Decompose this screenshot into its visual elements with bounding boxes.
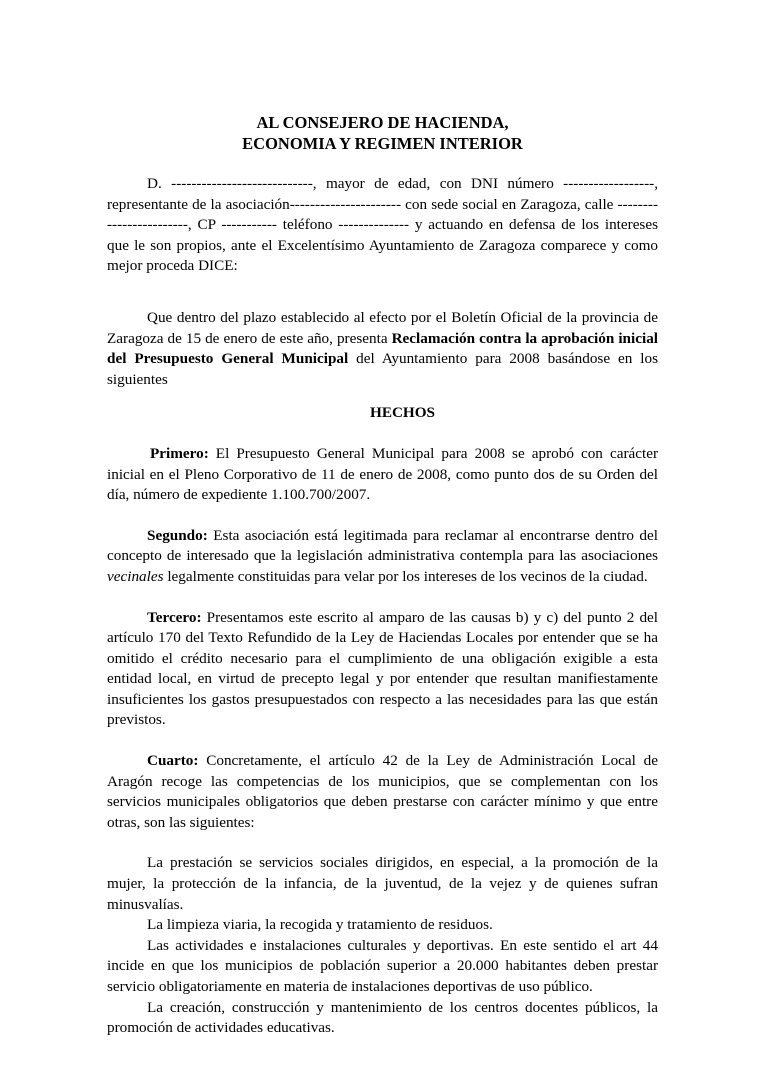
list-item: La limpieza viaria, la recogida y tratamiento de residuos. [147,916,493,934]
title-line-1: AL CONSEJERO DE HACIENDA, [256,113,509,132]
cuarto-text: Concretamente, el artículo 42 de la Ley de Administración Local de Aragón recoge las competencias de los municipios, que se complementan con los servicios municipales obligatorios que deben prestarse con carácter mínimo y que entre otras, son las siguientes: [107,752,658,831]
list-item: La creación, construcción y mantenimiento de los centros docentes públicos, la promoción de actividades educativas. [107,998,658,1037]
claim-text-bold: Reclamación contra la aprobación inicial del Presupuesto General Municipal [107,329,659,368]
list-item: Las actividades e instalaciones culturales y deportivas. En este sentido el art 44 incide en que los municipios de población superior a 20.000 habitantes deben prestar servicio obligatoriamente en materia de instalaciones deportivas de uso público. [107,936,658,995]
segundo-text-before: Esta asociación está legitimada para reclamar al encontrarse dentro del concepto de interesado que la legislación administrativa contempla para las asociaciones [107,526,658,565]
tercero-text: Presentamos este escrito al amparo de las causas b) y c) del punto 2 del artículo 170 del Texto Refundido de la Ley de Haciendas Locales por entender que se ha omitido el crédito necesario para el cumplimiento de una obligación exigible a esta entidad local, en virtud de precepto legal y por entender que resultan manifiestamente insuficientes los gastos presupuestados con respecto a las necesidades para las que están previstos. [107,608,658,729]
primero-label: Primero: [150,444,209,462]
segundo-text-after: legalmente constituidas para velar por los intereses de los vecinos de la ciudad. [163,567,648,585]
title-line-2: ECONOMIA Y REGIMEN INTERIOR [242,134,523,153]
claim-paragraph [107,308,658,390]
tercero-paragraph [107,608,658,732]
list-item: La prestación se servicios sociales dirigidos, en especial, a la promoción de la mujer, la protección de la infancia, de la juventud, de la vejez y de quienes sufran minusvalías. [107,854,658,913]
primero-text: El Presupuesto General Municipal para 2008 se aprobó con carácter inicial en el Pleno Corporativo de 11 de enero de 2008, como punto dos de su Orden del día, número de expediente 1.100.700/2007. [107,444,658,504]
claim-text-before: Que dentro del plazo establecido al efecto por el Boletín Oficial de la provincia de Zaragoza de 15 de enero de este año, presenta [107,308,658,347]
cuarto-label: Cuarto: [147,752,199,770]
segundo-text-italic: vecinales [107,567,164,585]
tercero-label: Tercero: [147,608,202,626]
intro-paragraph: D. ----------------------------, mayor de edad, con DNI número ------------------, representante de la asociación---------------------- con sede social en Zaragoza, calle ------------------------, CP ----------- teléfono -------------- y actuando en defensa de los intereses que le son propios, ante el Excelentísimo Ayuntamiento de Zaragoza comparece y como mejor proceda DICE: [107,175,658,275]
hechos-heading: HECHOS [370,404,435,422]
claim-text-after: del Ayuntamiento para 2008 basándose en los siguientes [107,350,658,388]
cuarto-paragraph [107,751,658,833]
segundo-paragraph [107,526,658,588]
primero-paragraph [107,444,658,506]
segundo-label: Segundo: [147,526,208,544]
